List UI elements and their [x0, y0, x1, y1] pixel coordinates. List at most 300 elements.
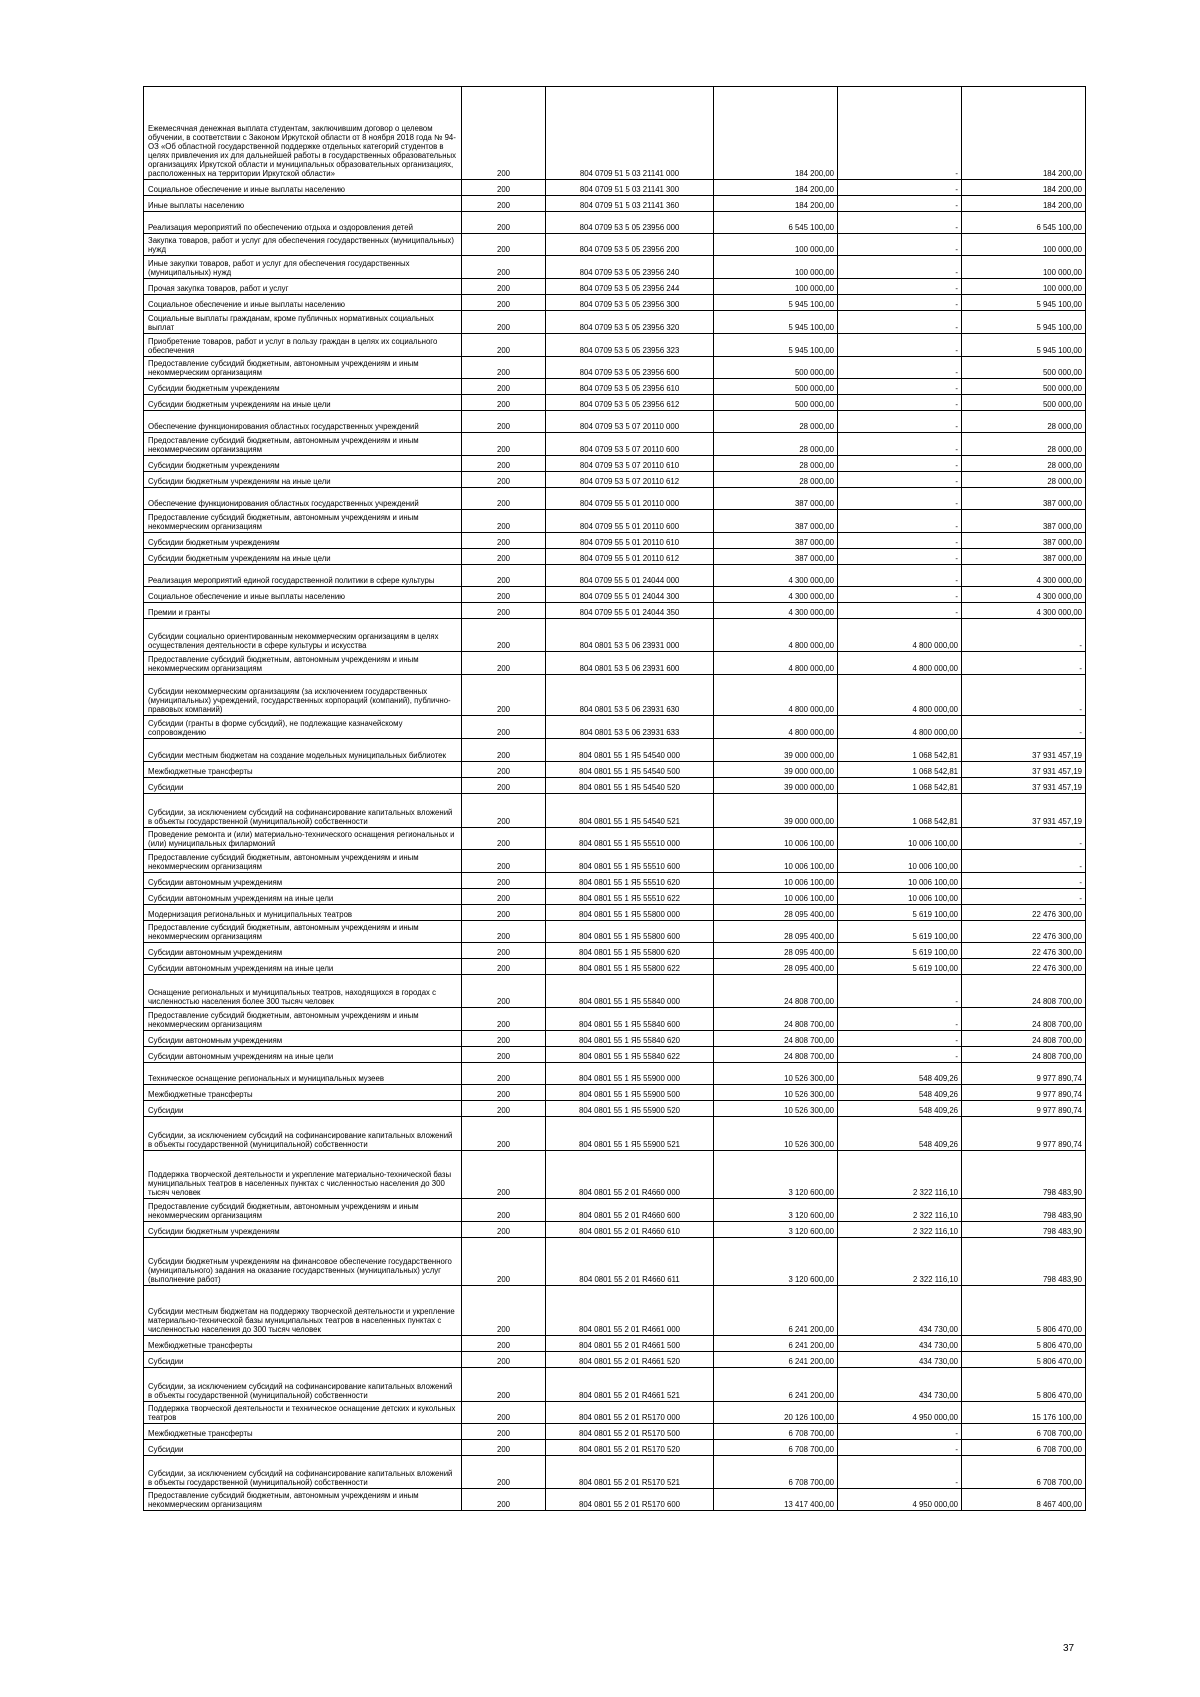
table-row	[144, 1047, 1086, 1063]
row-status-code: 200	[462, 488, 546, 510]
row-executed: -	[838, 295, 962, 311]
row-executed: 4 950 000,00	[838, 1489, 962, 1511]
row-approved: 6 708 700,00	[714, 1456, 838, 1489]
table-row	[144, 921, 1086, 943]
row-approved: 5 945 100,00	[714, 295, 838, 311]
row-executed: 548 409,26	[838, 1117, 962, 1151]
row-budget-code: 804 0709 51 5 03 21141 360	[546, 196, 714, 212]
row-status-code: 200	[462, 565, 546, 587]
row-approved: 20 126 100,00	[714, 1402, 838, 1424]
row-name: Субсидии бюджетным учреждениям на иные цели	[144, 395, 462, 411]
row-executed: 10 006 100,00	[838, 873, 962, 889]
table-row	[144, 1489, 1086, 1511]
row-remaining: 798 483,90	[962, 1222, 1086, 1238]
row-remaining: 22 476 300,00	[962, 921, 1086, 943]
row-name: Субсидии, за исключением субсидий на софинансирование капитальных вложений в объекты государственной (муниципальной) собственности	[144, 1456, 462, 1489]
table-row	[144, 334, 1086, 357]
row-budget-code: 804 0801 55 1 Я5 55840 000	[546, 975, 714, 1008]
row-status-code: 200	[462, 379, 546, 395]
row-budget-code: 804 0709 55 5 01 24044 000	[546, 565, 714, 587]
row-remaining: 5 945 100,00	[962, 311, 1086, 334]
table-row	[144, 533, 1086, 549]
row-remaining: 4 300 000,00	[962, 603, 1086, 619]
row-remaining: 9 977 890,74	[962, 1101, 1086, 1117]
row-approved: 184 200,00	[714, 87, 838, 180]
row-remaining: 24 808 700,00	[962, 1008, 1086, 1031]
row-remaining: 28 000,00	[962, 472, 1086, 488]
row-status-code: 200	[462, 850, 546, 873]
row-status-code: 200	[462, 1456, 546, 1489]
row-remaining: 37 931 457,19	[962, 778, 1086, 794]
row-status-code: 200	[462, 1424, 546, 1440]
row-approved: 6 241 200,00	[714, 1336, 838, 1352]
row-budget-code: 804 0709 55 5 01 24044 300	[546, 587, 714, 603]
row-approved: 5 945 100,00	[714, 334, 838, 357]
row-budget-code: 804 0801 55 1 Я5 55800 600	[546, 921, 714, 943]
row-name: Реализация мероприятий по обеспечению отдыха и оздоровления детей	[144, 212, 462, 234]
row-approved: 100 000,00	[714, 256, 838, 279]
row-name: Субсидии автономным учреждениям на иные цели	[144, 1047, 462, 1063]
row-remaining: 387 000,00	[962, 488, 1086, 510]
row-status-code: 200	[462, 828, 546, 850]
table-row	[144, 975, 1086, 1008]
row-remaining: -	[962, 675, 1086, 716]
row-budget-code: 804 0801 55 2 01 R4660 600	[546, 1199, 714, 1222]
row-remaining: 100 000,00	[962, 234, 1086, 256]
row-name: Субсидии бюджетным учреждениям	[144, 456, 462, 472]
row-status-code: 200	[462, 1031, 546, 1047]
row-remaining: -	[962, 828, 1086, 850]
row-approved: 10 526 300,00	[714, 1117, 838, 1151]
row-executed: 5 619 100,00	[838, 959, 962, 975]
row-approved: 24 808 700,00	[714, 1031, 838, 1047]
row-status-code: 200	[462, 456, 546, 472]
row-budget-code: 804 0801 55 2 01 R4660 611	[546, 1238, 714, 1286]
row-status-code: 200	[462, 1286, 546, 1336]
row-approved: 10 526 300,00	[714, 1101, 838, 1117]
row-name: Субсидии некоммерческим организациям (за исключением государственных (муниципальных) учреждений, государственных корпораций (компаний), публично-правовых компаний)	[144, 675, 462, 716]
row-remaining: 798 483,90	[962, 1199, 1086, 1222]
row-remaining: 4 300 000,00	[962, 587, 1086, 603]
row-budget-code: 804 0801 55 1 Я5 55900 520	[546, 1101, 714, 1117]
row-executed: -	[838, 311, 962, 334]
row-budget-code: 804 0709 51 5 03 21141 300	[546, 180, 714, 196]
row-executed: -	[838, 565, 962, 587]
table-row	[144, 395, 1086, 411]
table-row	[144, 357, 1086, 379]
table-row	[144, 603, 1086, 619]
row-name: Субсидии, за исключением субсидий на софинансирование капитальных вложений в объекты государственной (муниципальной) собственности	[144, 1117, 462, 1151]
row-approved: 10 006 100,00	[714, 873, 838, 889]
row-status-code: 200	[462, 873, 546, 889]
row-executed: -	[838, 196, 962, 212]
row-executed: -	[838, 456, 962, 472]
row-status-code: 200	[462, 256, 546, 279]
row-executed: 10 006 100,00	[838, 889, 962, 905]
row-approved: 4 800 000,00	[714, 652, 838, 675]
row-name: Субсидии бюджетным учреждениям на иные цели	[144, 549, 462, 565]
row-status-code: 200	[462, 510, 546, 533]
row-remaining: 6 545 100,00	[962, 212, 1086, 234]
row-name: Субсидии	[144, 1440, 462, 1456]
row-executed: 4 800 000,00	[838, 619, 962, 652]
row-name: Субсидии автономным учреждениям на иные цели	[144, 889, 462, 905]
row-remaining: 24 808 700,00	[962, 1031, 1086, 1047]
row-budget-code: 804 0801 55 2 01 R5170 521	[546, 1456, 714, 1489]
table-row	[144, 794, 1086, 828]
row-status-code: 200	[462, 279, 546, 295]
table-row	[144, 279, 1086, 295]
table-row	[144, 943, 1086, 959]
budget-table	[143, 86, 1086, 1511]
row-budget-code: 804 0709 53 5 05 23956 612	[546, 395, 714, 411]
row-remaining: 184 200,00	[962, 87, 1086, 180]
row-approved: 387 000,00	[714, 488, 838, 510]
row-status-code: 200	[462, 652, 546, 675]
row-budget-code: 804 0709 53 5 05 23956 600	[546, 357, 714, 379]
row-status-code: 200	[462, 905, 546, 921]
row-budget-code: 804 0801 55 2 01 R4661 521	[546, 1368, 714, 1402]
row-executed: -	[838, 1047, 962, 1063]
row-name: Предоставление субсидий бюджетным, автономным учреждениям и иным некоммерческим организациям	[144, 850, 462, 873]
row-status-code: 200	[462, 357, 546, 379]
row-executed: 5 619 100,00	[838, 943, 962, 959]
row-executed: -	[838, 1424, 962, 1440]
row-status-code: 200	[462, 739, 546, 762]
table-row	[144, 1424, 1086, 1440]
row-executed: -	[838, 180, 962, 196]
row-approved: 3 120 600,00	[714, 1222, 838, 1238]
row-remaining: 5 806 470,00	[962, 1286, 1086, 1336]
row-budget-code: 804 0709 53 5 05 23956 000	[546, 212, 714, 234]
row-budget-code: 804 0709 55 5 01 24044 350	[546, 603, 714, 619]
row-status-code: 200	[462, 1336, 546, 1352]
row-name: Проведение ремонта и (или) материально-технического оснащения региональных и (или) муниципальных филармоний	[144, 828, 462, 850]
table-row	[144, 411, 1086, 433]
row-budget-code: 804 0801 55 2 01 R5170 500	[546, 1424, 714, 1440]
row-executed: -	[838, 1440, 962, 1456]
row-budget-code: 804 0801 55 1 Я5 55900 500	[546, 1085, 714, 1101]
row-remaining: 28 000,00	[962, 411, 1086, 433]
row-remaining: 798 483,90	[962, 1151, 1086, 1199]
row-remaining: 387 000,00	[962, 510, 1086, 533]
row-name: Субсидии местным бюджетам на поддержку творческой деятельности и укрепление материально-технической базы муниципальных театров в населенных пунктах с численностью населения до 300 тысяч человек	[144, 1286, 462, 1336]
row-approved: 39 000 000,00	[714, 794, 838, 828]
row-name: Социальное обеспечение и иные выплаты населению	[144, 180, 462, 196]
row-budget-code: 804 0801 55 1 Я5 54540 500	[546, 762, 714, 778]
row-name: Иные закупки товаров, работ и услуг для обеспечения государственных (муниципальных) нужд	[144, 256, 462, 279]
row-name: Субсидии бюджетным учреждениям на иные цели	[144, 472, 462, 488]
row-remaining: 5 806 470,00	[962, 1368, 1086, 1402]
row-approved: 39 000 000,00	[714, 762, 838, 778]
row-approved: 10 006 100,00	[714, 828, 838, 850]
row-budget-code: 804 0801 55 1 Я5 55800 000	[546, 905, 714, 921]
row-budget-code: 804 0801 55 2 01 R4661 000	[546, 1286, 714, 1336]
row-approved: 24 808 700,00	[714, 1047, 838, 1063]
row-name: Премии и гранты	[144, 603, 462, 619]
row-executed: -	[838, 395, 962, 411]
table-row	[144, 456, 1086, 472]
row-name: Ежемесячная денежная выплата студентам, заключившим договор о целевом обучении, в соответствии с Законом Иркутской области от 8 ноября 2018 года № 94-ОЗ «Об областной государственной поддержке отдельных категорий студентов в целях привлечения их для дальнейшей работы в государственных образовательных организациях Иркутской области и муниципальных образовательных организациях, расположенных на территории Иркутской области»	[144, 87, 462, 180]
table-row	[144, 1101, 1086, 1117]
row-executed: -	[838, 510, 962, 533]
row-status-code: 200	[462, 716, 546, 739]
row-name: Субсидии автономным учреждениям на иные цели	[144, 959, 462, 975]
table-row	[144, 1336, 1086, 1352]
row-approved: 6 241 200,00	[714, 1352, 838, 1368]
row-remaining: 100 000,00	[962, 279, 1086, 295]
row-status-code: 200	[462, 1489, 546, 1511]
row-budget-code: 804 0801 55 2 01 R4660 610	[546, 1222, 714, 1238]
row-name: Социальные выплаты гражданам, кроме публичных нормативных социальных выплат	[144, 311, 462, 334]
row-approved: 6 241 200,00	[714, 1286, 838, 1336]
row-executed: -	[838, 87, 962, 180]
row-name: Поддержка творческой деятельности и укрепление материально-технической базы муниципальных театров в населенных пунктах с численностью населения до 300 тысяч человек	[144, 1151, 462, 1199]
row-approved: 10 006 100,00	[714, 889, 838, 905]
row-budget-code: 804 0801 55 2 01 R5170 000	[546, 1402, 714, 1424]
row-budget-code: 804 0801 53 5 06 23931 630	[546, 675, 714, 716]
table-row	[144, 905, 1086, 921]
row-remaining: 6 708 700,00	[962, 1456, 1086, 1489]
row-approved: 4 300 000,00	[714, 565, 838, 587]
row-remaining: -	[962, 652, 1086, 675]
row-name: Социальное обеспечение и иные выплаты населению	[144, 587, 462, 603]
row-status-code: 200	[462, 778, 546, 794]
row-executed: 548 409,26	[838, 1101, 962, 1117]
table-row	[144, 234, 1086, 256]
row-status-code: 200	[462, 472, 546, 488]
row-budget-code: 804 0801 53 5 06 23931 600	[546, 652, 714, 675]
row-status-code: 200	[462, 196, 546, 212]
row-executed: -	[838, 1008, 962, 1031]
row-executed: 1 068 542,81	[838, 762, 962, 778]
row-executed: -	[838, 379, 962, 395]
row-budget-code: 804 0709 53 5 05 23956 244	[546, 279, 714, 295]
row-remaining: 22 476 300,00	[962, 959, 1086, 975]
row-approved: 6 708 700,00	[714, 1440, 838, 1456]
row-name: Субсидии бюджетным учреждениям	[144, 1222, 462, 1238]
row-executed: -	[838, 975, 962, 1008]
row-executed: -	[838, 488, 962, 510]
row-name: Реализация мероприятий единой государственной политики в сфере культуры	[144, 565, 462, 587]
row-approved: 4 300 000,00	[714, 603, 838, 619]
row-approved: 387 000,00	[714, 549, 838, 565]
row-name: Оснащение региональных и муниципальных театров, находящихся в городах с численностью населения более 300 тысяч человек	[144, 975, 462, 1008]
row-name: Субсидии автономным учреждениям	[144, 873, 462, 889]
row-name: Предоставление субсидий бюджетным, автономным учреждениям и иным некоммерческим организациям	[144, 1008, 462, 1031]
row-budget-code: 804 0801 55 1 Я5 55510 600	[546, 850, 714, 873]
table-row	[144, 619, 1086, 652]
row-budget-code: 804 0801 55 1 Я5 55840 622	[546, 1047, 714, 1063]
row-status-code: 200	[462, 1085, 546, 1101]
row-remaining: 9 977 890,74	[962, 1117, 1086, 1151]
table-row	[144, 1199, 1086, 1222]
row-remaining: 37 931 457,19	[962, 762, 1086, 778]
row-budget-code: 804 0709 55 5 01 20110 000	[546, 488, 714, 510]
row-status-code: 200	[462, 1352, 546, 1368]
table-row	[144, 311, 1086, 334]
table-row	[144, 1286, 1086, 1336]
row-remaining: 5 945 100,00	[962, 295, 1086, 311]
row-name: Предоставление субсидий бюджетным, автономным учреждениям и иным некоммерческим организациям	[144, 433, 462, 456]
row-approved: 39 000 000,00	[714, 778, 838, 794]
table-row	[144, 587, 1086, 603]
row-approved: 6 708 700,00	[714, 1424, 838, 1440]
table-row	[144, 472, 1086, 488]
table-row	[144, 652, 1086, 675]
row-approved: 387 000,00	[714, 533, 838, 549]
row-budget-code: 804 0801 53 5 06 23931 000	[546, 619, 714, 652]
row-executed: 1 068 542,81	[838, 778, 962, 794]
row-executed: 548 409,26	[838, 1063, 962, 1085]
row-budget-code: 804 0801 55 2 01 R4660 000	[546, 1151, 714, 1199]
row-status-code: 200	[462, 411, 546, 433]
table-row	[144, 959, 1086, 975]
row-status-code: 200	[462, 959, 546, 975]
row-executed: -	[838, 433, 962, 456]
row-approved: 13 417 400,00	[714, 1489, 838, 1511]
row-approved: 184 200,00	[714, 180, 838, 196]
row-name: Субсидии	[144, 1352, 462, 1368]
row-remaining: 100 000,00	[962, 256, 1086, 279]
row-name: Субсидии социально ориентированным некоммерческим организациям в целях осуществления деятельности в сфере культуры и искусства	[144, 619, 462, 652]
row-name: Закупка товаров, работ и услуг для обеспечения государственных (муниципальных) нужд	[144, 234, 462, 256]
row-executed: -	[838, 279, 962, 295]
row-executed: -	[838, 234, 962, 256]
row-budget-code: 804 0801 55 1 Я5 55900 000	[546, 1063, 714, 1085]
row-status-code: 200	[462, 334, 546, 357]
row-executed: 434 730,00	[838, 1368, 962, 1402]
table-row	[144, 1031, 1086, 1047]
row-status-code: 200	[462, 311, 546, 334]
row-name: Субсидии местным бюджетам на создание модельных муниципальных библиотек	[144, 739, 462, 762]
row-status-code: 200	[462, 943, 546, 959]
row-budget-code: 804 0801 55 2 01 R4661 520	[546, 1352, 714, 1368]
table-row	[144, 739, 1086, 762]
row-status-code: 200	[462, 1368, 546, 1402]
row-budget-code: 804 0709 55 5 01 20110 612	[546, 549, 714, 565]
row-approved: 387 000,00	[714, 510, 838, 533]
table-row	[144, 778, 1086, 794]
table-row	[144, 675, 1086, 716]
row-budget-code: 804 0801 55 1 Я5 55800 620	[546, 943, 714, 959]
row-approved: 4 300 000,00	[714, 587, 838, 603]
row-remaining: -	[962, 850, 1086, 873]
row-approved: 24 808 700,00	[714, 1008, 838, 1031]
row-budget-code: 804 0709 53 5 05 23956 240	[546, 256, 714, 279]
row-remaining: 22 476 300,00	[962, 943, 1086, 959]
row-name: Субсидии	[144, 778, 462, 794]
row-executed: 10 006 100,00	[838, 828, 962, 850]
table-row	[144, 762, 1086, 778]
row-budget-code: 804 0709 53 5 05 23956 200	[546, 234, 714, 256]
row-approved: 28 000,00	[714, 433, 838, 456]
table-row	[144, 87, 1086, 180]
row-name: Субсидии	[144, 1101, 462, 1117]
row-name: Предоставление субсидий бюджетным, автономным учреждениям и иным некоммерческим организациям	[144, 921, 462, 943]
row-name: Обеспечение функционирования областных государственных учреждений	[144, 411, 462, 433]
row-budget-code: 804 0801 55 1 Я5 55510 000	[546, 828, 714, 850]
row-remaining: 6 708 700,00	[962, 1440, 1086, 1456]
table-row	[144, 1456, 1086, 1489]
row-budget-code: 804 0709 53 5 07 20110 000	[546, 411, 714, 433]
row-remaining: 798 483,90	[962, 1238, 1086, 1286]
row-approved: 4 800 000,00	[714, 619, 838, 652]
row-status-code: 200	[462, 603, 546, 619]
row-approved: 28 095 400,00	[714, 943, 838, 959]
row-budget-code: 804 0801 55 1 Я5 55840 600	[546, 1008, 714, 1031]
row-status-code: 200	[462, 1222, 546, 1238]
row-executed: -	[838, 256, 962, 279]
row-remaining: 5 945 100,00	[962, 334, 1086, 357]
budget-table-body	[144, 87, 1086, 1511]
row-status-code: 200	[462, 1151, 546, 1199]
row-remaining: 28 000,00	[962, 433, 1086, 456]
row-remaining: 500 000,00	[962, 395, 1086, 411]
row-status-code: 200	[462, 1008, 546, 1031]
row-approved: 10 526 300,00	[714, 1085, 838, 1101]
row-executed: 5 619 100,00	[838, 905, 962, 921]
table-row	[144, 1238, 1086, 1286]
row-executed: -	[838, 587, 962, 603]
row-name: Межбюджетные трансферты	[144, 1336, 462, 1352]
row-budget-code: 804 0709 55 5 01 20110 610	[546, 533, 714, 549]
row-remaining: -	[962, 716, 1086, 739]
row-executed: 5 619 100,00	[838, 921, 962, 943]
row-budget-code: 804 0709 53 5 05 23956 320	[546, 311, 714, 334]
row-executed: -	[838, 357, 962, 379]
row-executed: -	[838, 411, 962, 433]
row-approved: 10 006 100,00	[714, 850, 838, 873]
row-executed: 4 800 000,00	[838, 716, 962, 739]
table-row	[144, 565, 1086, 587]
row-remaining: 5 806 470,00	[962, 1336, 1086, 1352]
row-status-code: 200	[462, 533, 546, 549]
row-budget-code: 804 0709 51 5 03 21141 000	[546, 87, 714, 180]
row-name: Субсидии (гранты в форме субсидий), не подлежащие казначейскому сопровождению	[144, 716, 462, 739]
row-executed: 4 800 000,00	[838, 675, 962, 716]
row-name: Субсидии бюджетным учреждениям	[144, 533, 462, 549]
row-status-code: 200	[462, 921, 546, 943]
row-remaining: 9 977 890,74	[962, 1063, 1086, 1085]
row-executed: 434 730,00	[838, 1336, 962, 1352]
row-approved: 24 808 700,00	[714, 975, 838, 1008]
row-status-code: 200	[462, 1101, 546, 1117]
row-status-code: 200	[462, 889, 546, 905]
row-remaining: 387 000,00	[962, 533, 1086, 549]
row-remaining: 500 000,00	[962, 379, 1086, 395]
row-approved: 28 000,00	[714, 411, 838, 433]
row-name: Прочая закупка товаров, работ и услуг	[144, 279, 462, 295]
row-name: Приобретение товаров, работ и услуг в пользу граждан в целях их социального обеспечения	[144, 334, 462, 357]
row-executed: 4 950 000,00	[838, 1402, 962, 1424]
row-status-code: 200	[462, 395, 546, 411]
table-row	[144, 1008, 1086, 1031]
row-remaining: 37 931 457,19	[962, 739, 1086, 762]
row-approved: 6 545 100,00	[714, 212, 838, 234]
row-executed: -	[838, 472, 962, 488]
row-status-code: 200	[462, 1238, 546, 1286]
row-executed: 2 322 116,10	[838, 1151, 962, 1199]
table-row	[144, 1368, 1086, 1402]
row-status-code: 200	[462, 1063, 546, 1085]
row-executed: -	[838, 549, 962, 565]
row-executed: 2 322 116,10	[838, 1199, 962, 1222]
row-status-code: 200	[462, 180, 546, 196]
table-row	[144, 1440, 1086, 1456]
table-row	[144, 488, 1086, 510]
row-name: Обеспечение функционирования областных государственных учреждений	[144, 488, 462, 510]
